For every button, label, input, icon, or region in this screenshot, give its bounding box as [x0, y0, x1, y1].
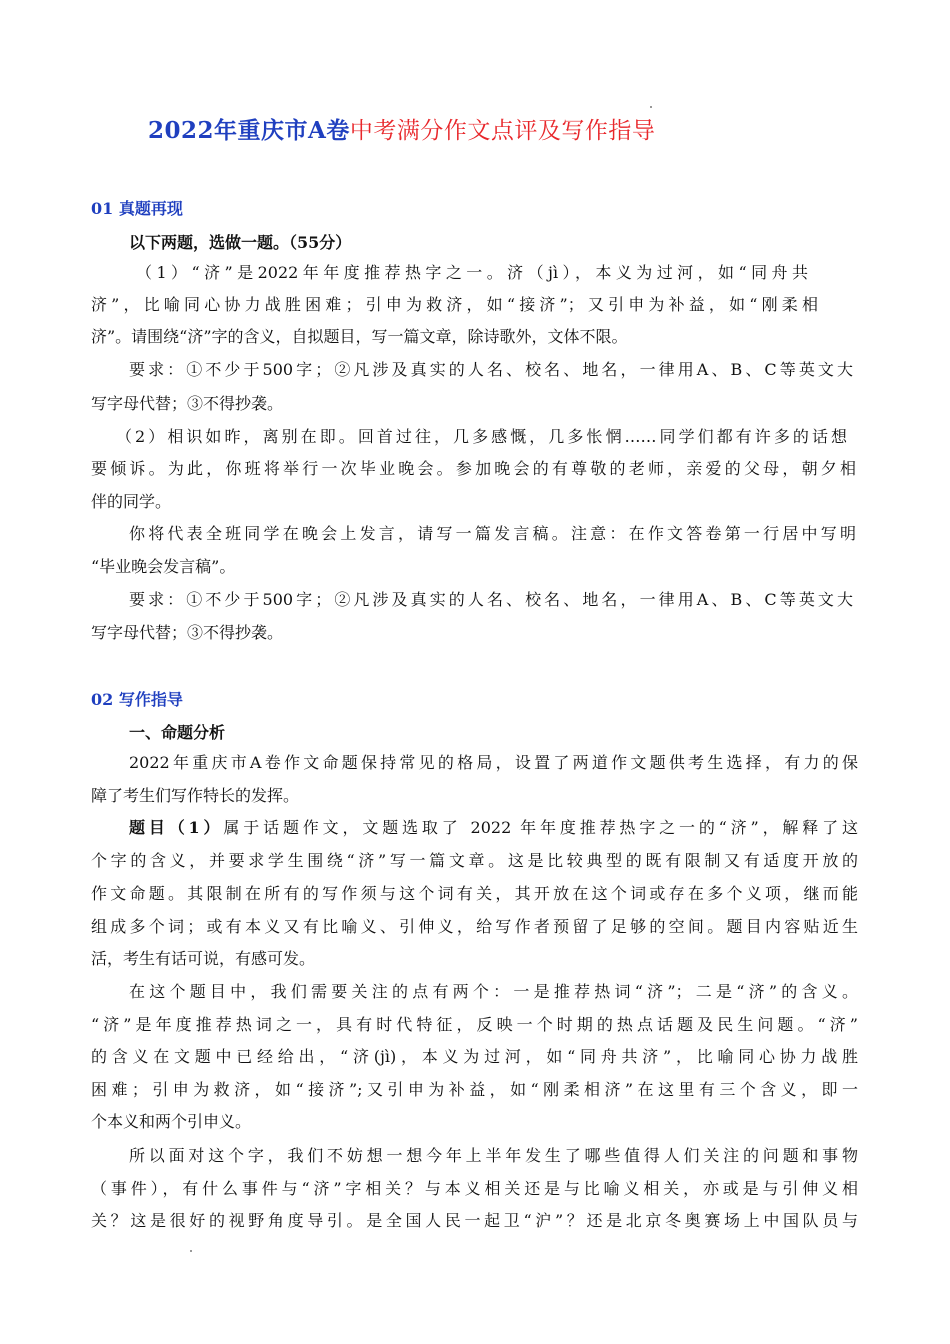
paragraph-line: “济”是年度推荐热词之一，具有时代特征，反映一个时期的热点话题及民生问题。“济” [91, 1015, 858, 1034]
page-title [148, 112, 655, 145]
paragraph-line: 要求：①不少于500字；②凡涉及真实的人名、校名、地名，一律用A、B、C等英文大 [129, 590, 853, 609]
paragraph-line: “毕业晚会发言稿”。 [91, 557, 236, 576]
paragraph-line: 个本义和两个引申义。 [91, 1112, 252, 1131]
paragraph-line: 活，考生有话可说，有感可发。 [91, 949, 316, 968]
scan-dot [190, 1250, 192, 1252]
paragraph-line: 2022年重庆市A卷作文命题保持常见的格局，设置了两道作文题供考生选择，有力的保 [129, 753, 858, 772]
paragraph-line: 作文命题。其限制在所有的写作须与这个词有关，其开放在这个词或存在多个义项，继而能 [91, 884, 858, 903]
paragraph-line: 伴的同学。 [91, 492, 172, 511]
paragraph-line: 障了考生们写作特长的发挥。 [91, 786, 300, 805]
section-subhead-1: 以下两题，选做一题。（55分） [129, 233, 352, 252]
paragraph-line: 组成多个词；或有本义又有比喻义、引伸义，给写作者预留了足够的空间。题目内容贴近生 [91, 917, 858, 936]
topic-text: 属于话题作文，文题选取了 2022 年年度推荐热字之一的“济”，解释了这 [223, 818, 858, 837]
paragraph-line: （事件），有什么事件与“济”字相关？与本义相关还是与比喻义相关，亦或是与引伸义相 [91, 1179, 858, 1198]
paragraph-line: 要求：①不少于500字；②凡涉及真实的人名、校名、地名，一律用A、B、C等英文大 [129, 360, 853, 379]
topic-label: 题目（1） [129, 818, 224, 837]
paragraph-line: 济”。请围绕“济”字的含义，自拟题目，写一篇文章，除诗歌外，文体不限。 [91, 327, 628, 346]
paragraph-line: 你将代表全班同学在晚会上发言，请写一篇发言稿。注意：在作文答卷第一行居中写明 [129, 524, 856, 543]
section-heading-1: 01 真题再现 [91, 199, 183, 218]
paragraph-line: 济”，比喻同心协力战胜困难；引申为救济，如“接济”；又引申为补益，如“刚柔相 [91, 295, 818, 314]
paragraph-line: 所以面对这个字，我们不妨想一想今年上半年发生了哪些值得人们关注的问题和事物 [129, 1146, 858, 1165]
paragraph-line: （1）“济”是2022年年度推荐热字之一。济（jì），本义为过河，如“同舟共 [136, 263, 808, 282]
title-part-blue: 2022年重庆市A卷 [148, 117, 350, 144]
paragraph-line [129, 817, 858, 839]
title-part-red: 中考满分作文点评及写作指导 [349, 118, 656, 144]
paragraph-line: 的含义在文题中已经给出，“济(jì)，本义为过河，如“同舟共济”，比喻同心协力战胜 [91, 1047, 858, 1066]
paragraph-line: 在这个题目中，我们需要关注的点有两个：一是推荐热词“济”；二是“济”的含义。 [129, 982, 858, 1001]
paragraph-line: （2）相识如昨，离别在即。回首过往，几多感慨，几多怅惘……同学们都有许多的话想 [116, 427, 847, 446]
paragraph-line: 个字的含义，并要求学生围绕“济”写一篇文章。这是比较典型的既有限制又有适度开放的 [91, 851, 858, 870]
section-subhead-2: 一、命题分析 [129, 723, 226, 742]
section-heading-2: 02 写作指导 [91, 690, 183, 709]
paragraph-line: 写字母代替；③不得抄袭。 [91, 394, 284, 413]
scan-dot [650, 106, 652, 108]
paragraph-line: 要倾诉。为此，你班将举行一次毕业晚会。参加晚会的有尊敬的老师，亲爱的父母，朝夕相 [91, 459, 856, 478]
paragraph-line: 写字母代替；③不得抄袭。 [91, 623, 284, 642]
paragraph-line: 困难；引申为救济，如“接济”;又引申为补益，如“刚柔相济”在这里有三个含义，即一 [91, 1080, 858, 1099]
paragraph-line: 关？这是很好的视野角度导引。是全国人民一起卫“沪”？还是北京冬奥赛场上中国队员与 [91, 1211, 858, 1230]
